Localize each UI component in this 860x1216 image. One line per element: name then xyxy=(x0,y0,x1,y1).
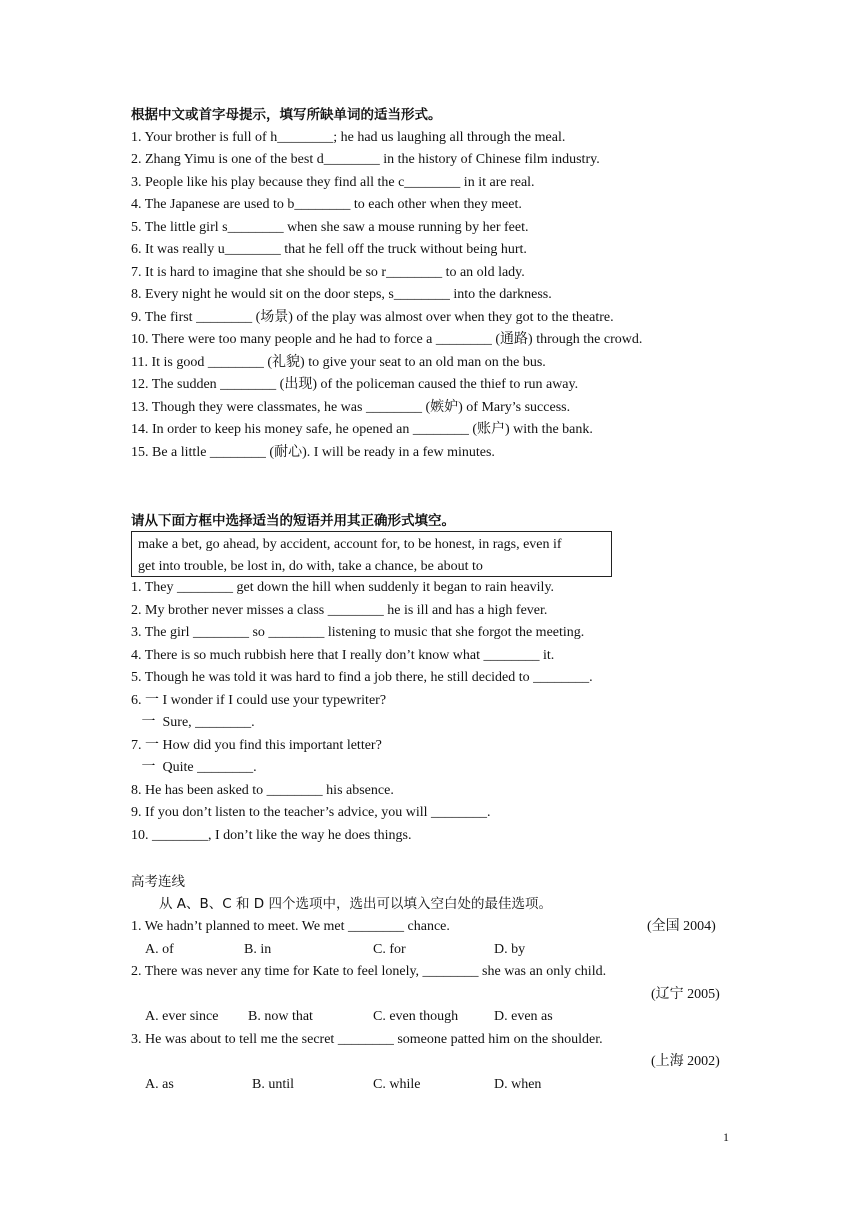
q2-option-d: D. even as xyxy=(494,1009,553,1024)
s1-item: 6. It was really u________ that he fell off the truck without being hurt. xyxy=(131,242,527,257)
phrase-box-line: get into trouble, be lost in, do with, take a chance, be about to xyxy=(138,559,483,574)
s1-item: 5. The little girl s________ when she saw a mouse running by her feet. xyxy=(131,220,529,235)
s1-item: 10. There were too many people and he had to force a ________ (通路) through the crowd. xyxy=(131,332,643,347)
s1-item: 14. In order to keep his money safe, he opened an ________ (账户) with the bank. xyxy=(131,422,593,437)
q3-option-c: C. while xyxy=(373,1077,421,1092)
s2-item: 2. My brother never misses a class ________ he is ill and has a high fever. xyxy=(131,603,548,618)
q3-option-a: A. as xyxy=(145,1077,174,1092)
s2-item: 1. They ________ get down the hill when suddenly it began to rain heavily. xyxy=(131,580,555,595)
q1-option-c: C. for xyxy=(373,942,406,957)
section3-instruction: 从 A、B、C 和 D 四个选项中，选出可以填入空白处的最佳选项。 xyxy=(159,896,552,912)
s1-item: 3. People like his play because they find all the c________ in it are real. xyxy=(131,175,535,190)
q2-source: (辽宁 2005) xyxy=(651,987,720,1002)
q2-option-c: C. even though xyxy=(373,1009,459,1024)
q3-option-b: B. until xyxy=(252,1077,295,1092)
s1-item: 1. Your brother is full of h________; he had us laughing all through the meal. xyxy=(131,130,566,145)
s2-item: 10. ________, I don’t like the way he does things. xyxy=(131,828,412,843)
s1-item: 11. It is good ________ (礼貌) to give your seat to an old man on the bus. xyxy=(131,355,546,370)
s2-item: 8. He has been asked to ________ his absence. xyxy=(131,783,394,798)
s1-item: 15. Be a little ________ (耐心). I will be ready in a few minutes. xyxy=(131,445,495,460)
s1-item: 9. The first ________ (场景) of the play was almost over when they got to the theatre. xyxy=(131,310,614,325)
q1-option-a: A. of xyxy=(145,942,174,957)
s1-item: 4. The Japanese are used to b________ to each other when they meet. xyxy=(131,197,522,212)
s1-item: 2. Zhang Yimu is one of the best d________ in the history of Chinese film industry. xyxy=(131,152,600,167)
s1-item: 12. The sudden ________ (出现) of the policeman caused the thief to run away. xyxy=(131,377,579,392)
section1-heading: 根据中文或首字母提示，填写所缺单词的适当形式。 xyxy=(131,107,442,123)
s2-item: 4. There is so much rubbish here that I really don’t know what ________ it. xyxy=(131,648,555,663)
s2-item: 9. If you don’t listen to the teacher’s advice, you will ________. xyxy=(131,805,491,820)
s2-item: 6. 一 I wonder if I could use your typewriter? xyxy=(131,693,387,708)
q1-source: (全国 2004) xyxy=(647,919,716,934)
q3-stem: 3. He was about to tell me the secret ________ someone patted him on the shoulder. xyxy=(131,1032,603,1047)
s2-item: 一 Quite ________. xyxy=(131,760,257,775)
q1-stem: 1. We hadn’t planned to meet. We met ________ chance. xyxy=(131,919,450,934)
q2-option-b: B. now that xyxy=(248,1009,313,1024)
q1-option-b: B. in xyxy=(244,942,272,957)
q2-stem: 2. There was never any time for Kate to feel lonely, ________ she was an only child. xyxy=(131,964,607,979)
s1-item: 7. It is hard to imagine that she should be so r________ to an old lady. xyxy=(131,265,525,280)
section2-heading: 请从下面方框中选择适当的短语并用其正确形式填空。 xyxy=(131,513,455,529)
s2-item: 3. The girl ________ so ________ listening to music that she forgot the meeting. xyxy=(131,625,585,640)
q2-option-a: A. ever since xyxy=(145,1009,219,1024)
q1-option-d: D. by xyxy=(494,942,526,957)
s2-item: 5. Though he was told it was hard to find a job there, he still decided to ________. xyxy=(131,670,593,685)
phrase-box xyxy=(131,531,612,577)
section3-heading: 高考连线 xyxy=(131,874,185,890)
q3-option-d: D. when xyxy=(494,1077,542,1092)
s1-item: 8. Every night he would sit on the door steps, s________ into the darkness. xyxy=(131,287,552,302)
q3-source: (上海 2002) xyxy=(651,1054,720,1069)
s2-item: 一 Sure, ________. xyxy=(131,715,255,730)
phrase-box-line: make a bet, go ahead, by accident, account for, to be honest, in rags, even if xyxy=(138,537,562,552)
page-number: 1 xyxy=(723,1130,729,1144)
s2-item: 7. 一 How did you find this important letter? xyxy=(131,738,382,753)
s1-item: 13. Though they were classmates, he was ________ (嫉妒) of Mary’s success. xyxy=(131,400,571,415)
